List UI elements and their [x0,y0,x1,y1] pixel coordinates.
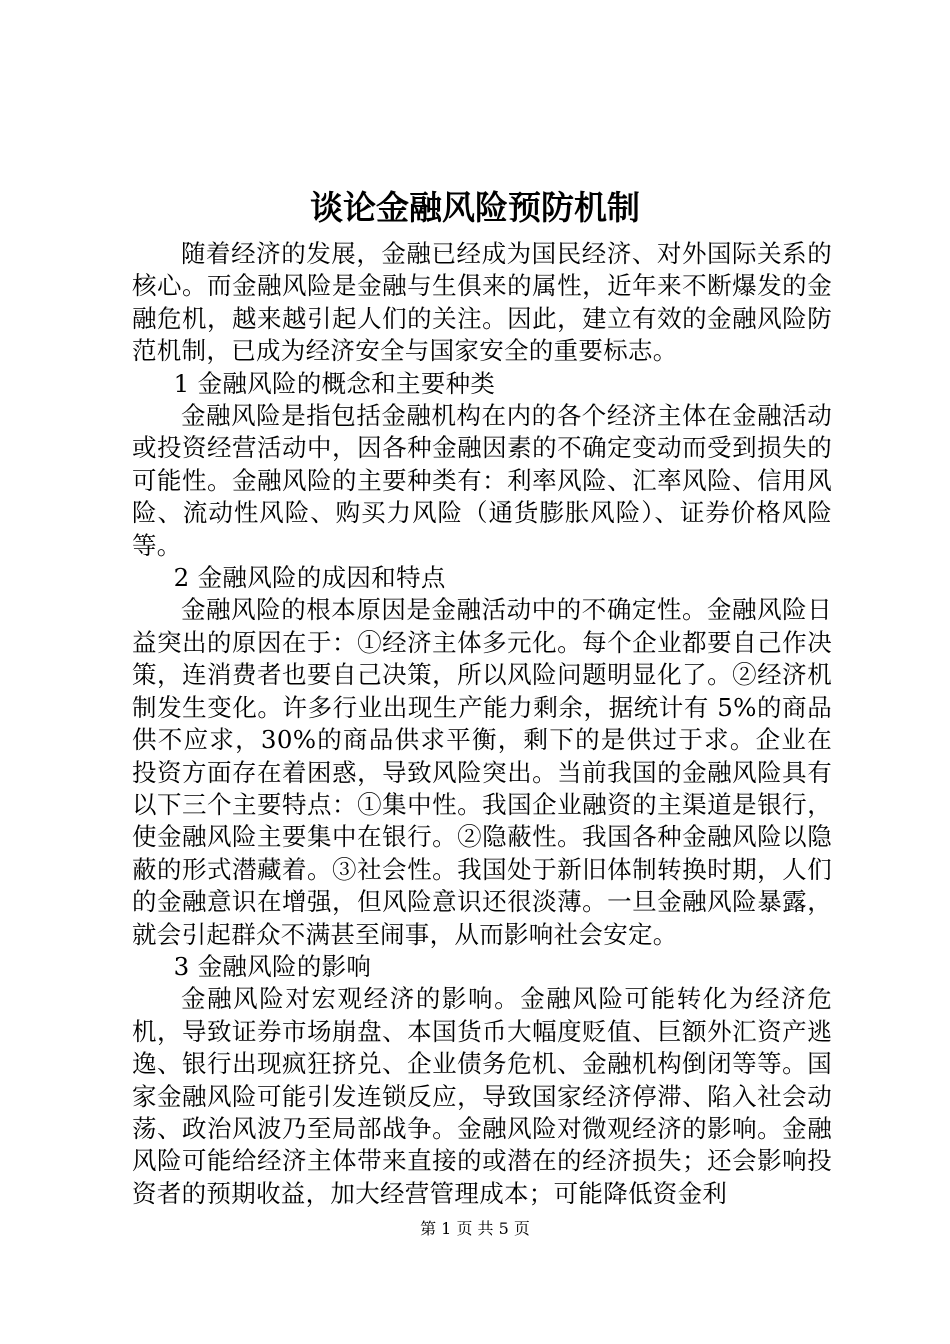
section-3-paragraph: 金融风险对宏观经济的影响。金融风险可能转化为经济危机，导致证券市场崩盘、本国货币大幅度贬值、巨额外汇资产逃逸、银行出现疯狂挤兑、企业债务危机、金融机构倒闭等等。国家金融风险可能引发连锁反应，导致国家经济停滞、陷入社会动荡、政治风波乃至局部战争。金融风险对微观经济的影响。金融风险可能给经济主体带来直接的或潜在的经济损失；还会影响投资者的预期收益，加大经营管理成本；可能降低资金利 [132,984,832,1208]
section-2-paragraph: 金融风险的根本原因是金融活动中的不确定性。金融风险日益突出的原因在于：①经济主体多元化。每个企业都要自己作决策，连消费者也要自己决策，所以风险问题明显化了。②经济机制发生变化。许多行业出现生产能力剩余，据统计有 5%的商品供不应求，30%的商品供求平衡，剩下的是供过于求。企业在投资方面存在着困惑，导致风险突出。当前我国的金融风险具有以下三个主要特点：①集中性。我国企业融资的主渠道是银行，使金融风险主要集中在银行。②隐蔽性。我国各种金融风险以隐蔽的形式潜藏着。③社会性。我国处于新旧体制转换时期，人们的金融意识在增强，但风险意识还很淡薄。一旦金融风险暴露，就会引起群众不满甚至闹事，从而影响社会安定。 [132,595,832,949]
section-2-heading: 2 金融风险的成因和特点 [173,563,446,593]
section-3-heading: 3 金融风险的影响 [173,951,372,981]
page-number-footer: 第 1 页 共 5 页 [420,1219,530,1238]
intro-paragraph: 随着经济的发展，金融已经成为国民经济、对外国际关系的核心。而金融风险是金融与生俱来的属性，近年来不断爆发的金融危机，越来越引起人们的关注。因此，建立有效的金融风险防范机制，已成为经济安全与国家安全的重要标志。 [132,239,832,366]
section-1-heading: 1 金融风险的概念和主要种类 [173,368,496,398]
document-body [132,238,832,1210]
section-1-paragraph: 金融风险是指包括金融机构在内的各个经济主体在金融活动或投资经营活动中，因各种金融因素的不确定变动而受到损失的可能性。金融风险的主要种类有：利率风险、汇率风险、信用风险、流动性风险、购买力风险（通货膨胀风险）、证券价格风险等。 [132,401,832,560]
document-title: 谈论金融风险预防机制 [310,188,640,227]
